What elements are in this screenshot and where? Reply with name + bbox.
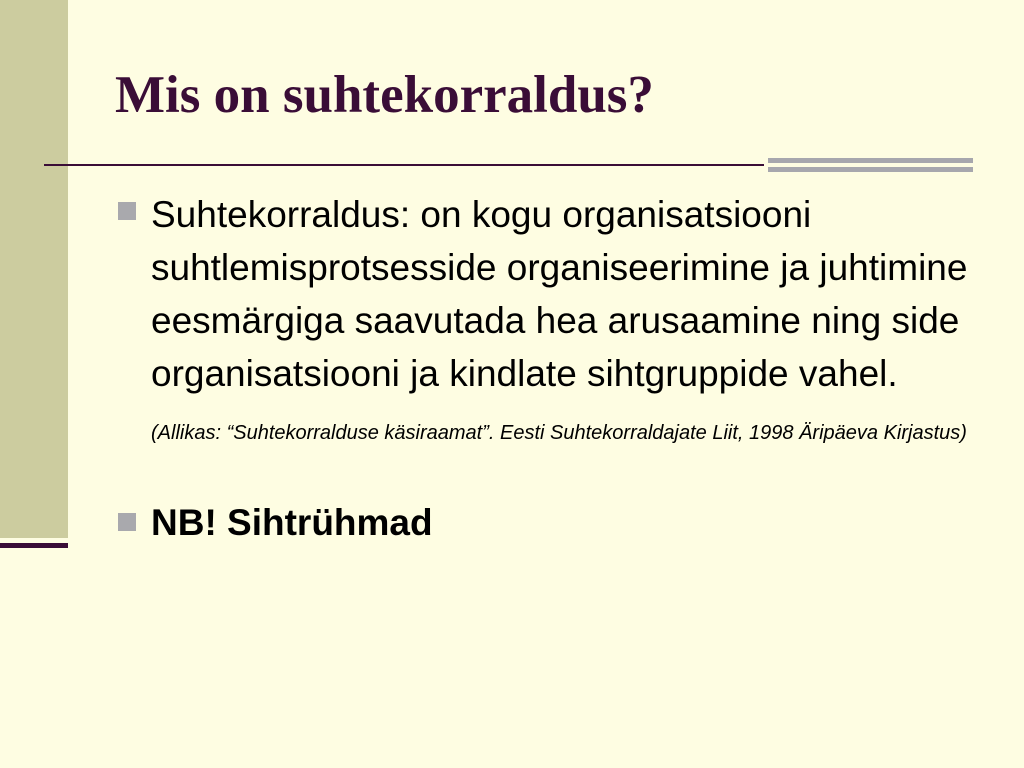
citation-text: (Allikas: “Suhtekorralduse käsiraamat”. Eesti Suhtekorraldajate Liit, 1998 Äripäeva Kirjastus) <box>151 422 967 444</box>
square-bullet-icon <box>118 513 136 531</box>
title-rule-accent <box>768 158 973 172</box>
title-rule-accent-bar <box>768 167 973 172</box>
bullet-item-definition <box>116 188 976 453</box>
slide-title: Mis on suhtekorraldus? <box>115 66 654 124</box>
definition-text: Suhtekorraldus: on kogu organisatsiooni suhtlemisprotsesside organiseerimine ja juhtimine eesmärgiga saavutada hea arusaamine ning side organisatsiooni ja kindlate sihtgruppide vahel. <box>151 194 968 394</box>
square-bullet-icon <box>118 202 136 220</box>
left-decorative-band <box>0 0 68 538</box>
bullet-list <box>116 188 976 545</box>
bullet-text-definition <box>151 188 971 453</box>
bullet-text-target-groups: NB! Sihtrühmad <box>151 502 433 543</box>
bullet-item-target-groups <box>116 501 976 545</box>
left-band-accent-line <box>0 543 68 548</box>
title-rule-accent-bar <box>768 158 973 163</box>
title-underline-rule <box>44 164 764 166</box>
